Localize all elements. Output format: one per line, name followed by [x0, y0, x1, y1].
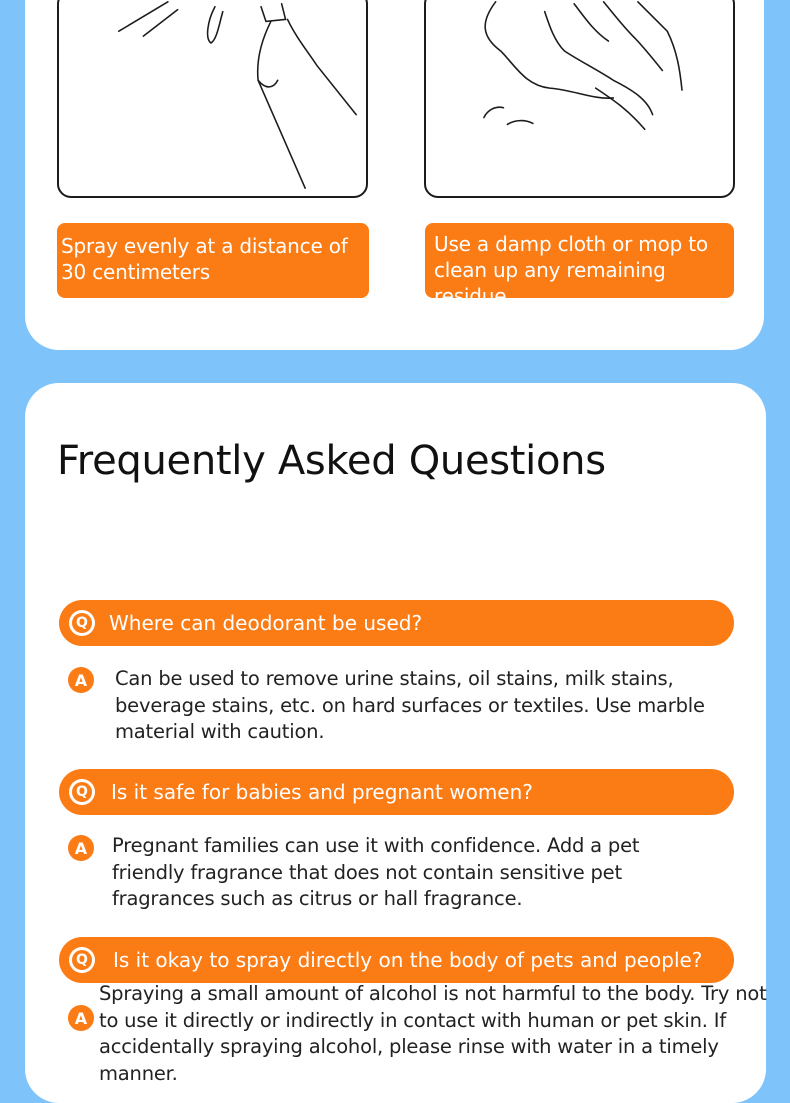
answer-badge-icon: A: [68, 835, 94, 861]
answer-badge-icon: A: [68, 667, 94, 693]
hand-wiping-illustration: [424, 0, 735, 198]
hand-wiping-icon: [426, 0, 733, 196]
faq-question-text: Where can deodorant be used?: [109, 611, 423, 635]
faq-question-2: [59, 769, 734, 815]
faq-question-1: [59, 600, 734, 646]
spray-bottle-illustration: [57, 0, 368, 198]
faq-question-3: [59, 937, 734, 983]
question-badge-icon: Q: [69, 947, 95, 973]
step-label-spray: Spray evenly at a distance of 30 centimeters: [57, 223, 369, 298]
faq-answer-2: Pregnant families can use it with confidence. Add a pet friendly fragrance that does not contain sensitive pet fragrances such as citrus or hall fragrance.: [112, 834, 640, 910]
faq-title: Frequently Asked Questions: [57, 438, 606, 484]
question-badge-icon: Q: [69, 610, 95, 636]
question-badge-icon: Q: [69, 779, 95, 805]
faq-answer-3: Spraying a small amount of alcohol is not harmful to the body. Try not to use it directly or indirectly in contact with human or pet skin. If accidentally spraying alcohol, please rinse with water in a timely manner.: [99, 982, 767, 1085]
faq-question-text: Is it safe for babies and pregnant women?: [111, 780, 533, 804]
spray-bottle-icon: [59, 0, 366, 196]
step-label-wipe: Use a damp cloth or mop to clean up any remaining residue.: [425, 223, 734, 298]
faq-answer-1: Can be used to remove urine stains, oil stains, milk stains, beverage stains, etc. on hard surfaces or textiles. Use marble material with caution.: [115, 667, 705, 743]
answer-badge-icon: A: [68, 1005, 94, 1031]
faq-question-text: Is it okay to spray directly on the body of pets and people?: [113, 948, 703, 972]
